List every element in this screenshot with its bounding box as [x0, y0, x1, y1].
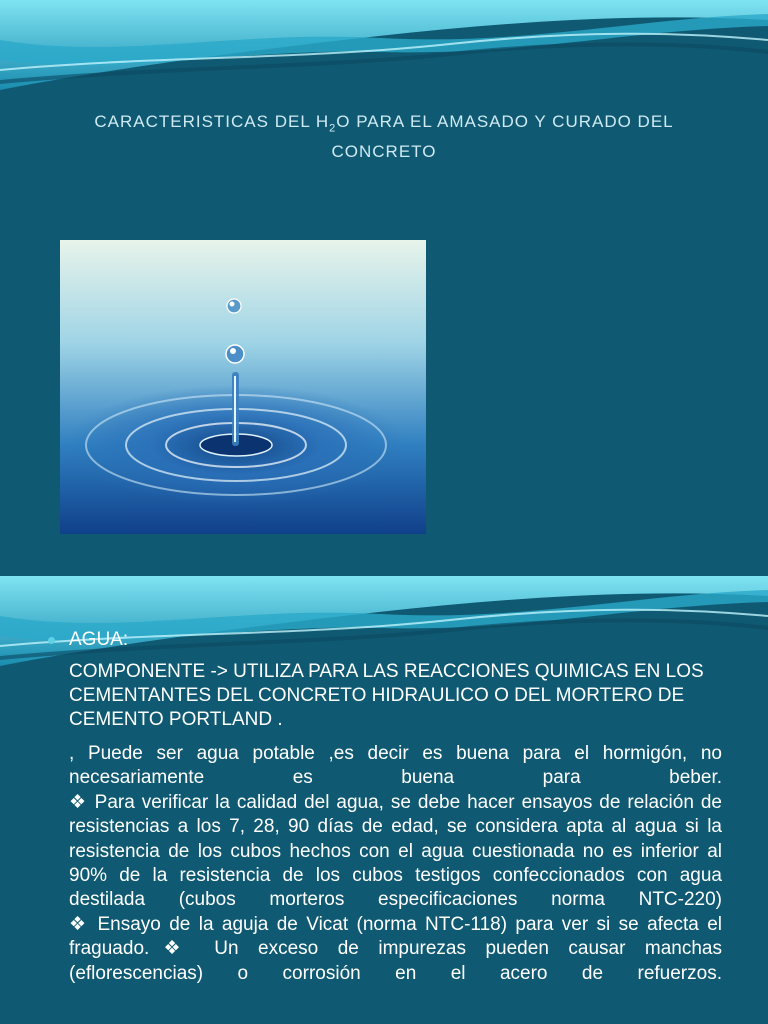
slide-content [0, 576, 768, 1024]
paragraph-potable: , Puede ser agua potable ,es decir es buena para el hormigón, no necesariamente es buena para beber. [69, 743, 722, 789]
bullet-heading: AGUA: [69, 629, 129, 650]
bullet-item [36, 628, 722, 652]
water-drop-photo [60, 240, 426, 534]
bullet-dot-icon [48, 637, 55, 644]
paragraph-quality-test: ❖ Para verificar la calidad del agua, se debe hacer ensayos de relación de resistencias a los 7, 28, 90 días de edad, se considera apta al agua si la resistencia de los cubos hechos con el agua cuestionada no es inferior al 90% de la resistencia de los cubos testigos confeccionados con agua destilada (cubos morteros especificaciones norma NTC-220) [69, 791, 722, 911]
detail-paragraphs [69, 742, 722, 986]
paragraph-vicat-test: ❖ Ensayo de la aguja de Vicat (norma NTC-118) para ver si se afecta el fraguado.❖ Un exceso de impurezas pueden causar manchas (eflorescencias) o corrosión en el acero de refuerzos. [69, 913, 722, 984]
slide-body [36, 628, 722, 986]
wave-header-decoration [0, 0, 768, 110]
component-description: COMPONENTE -> UTILIZA PARA LAS REACCIONES QUIMICAS EN LOS CEMENTANTES DEL CONCRETO HIDRAULICO O DEL MORTERO DE CEMENTO PORTLAND . [69, 661, 704, 730]
slide-title-text: CARACTERISTICAS DEL $H_2O$ PARA EL AMASADO Y CURADO DEL CONCRETO [94, 112, 674, 162]
